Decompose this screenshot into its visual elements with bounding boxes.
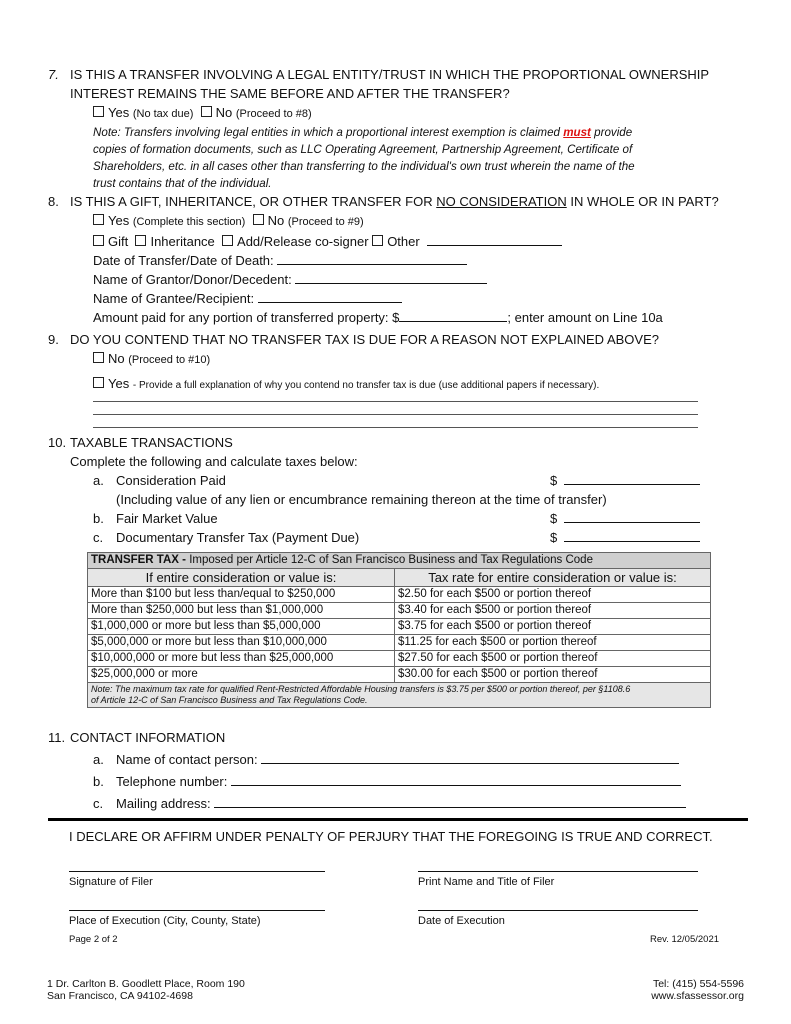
print-name-field[interactable] — [418, 871, 698, 872]
perjury-declaration: I DECLARE OR AFFIRM UNDER PENALTY OF PERJURY THAT THE FOREGOING IS TRUE AND CORRECT. — [69, 829, 713, 844]
tax-rate-cell: $3.40 for each $500 or portion thereof — [395, 603, 711, 619]
tax-range-cell: $1,000,000 or more but less than $5,000,000 — [88, 619, 395, 635]
q8-amount-suffix: ; enter amount on Line 10a — [507, 310, 663, 325]
revision-date: Rev. 12/05/2021 — [650, 934, 720, 945]
question-7-number: 7. — [48, 67, 59, 82]
q10-a-dollar: $ — [550, 473, 558, 488]
mailing-address-field[interactable] — [214, 794, 686, 808]
q10-intro: Complete the following and calculate taxes below: — [70, 454, 358, 469]
q8-grantor-field[interactable] — [295, 270, 487, 284]
q10-b-letter: b. — [93, 511, 104, 526]
tax-range-cell: $5,000,000 or more but less than $10,000,000 — [88, 635, 395, 651]
q9-yes-hint: - Provide a full explanation of why you contend no transfer tax is due (use additional papers if necessary). — [132, 380, 600, 391]
section-divider — [48, 818, 748, 821]
question-10 — [48, 433, 748, 547]
tax-table-col2-header: Tax rate for entire consideration or value is: — [395, 569, 711, 587]
table-row — [88, 667, 711, 683]
tax-table-title: TRANSFER TAX - Imposed per Article 12-C of San Francisco Business and Tax Regulations Code — [88, 553, 711, 569]
footer-address: 1 Dr. Carlton B. Goodlett Place, Room 190 San Francisco, CA 94102-4698 — [47, 978, 245, 1002]
q10-b-field[interactable] — [564, 509, 700, 523]
q7-note-must: must — [563, 126, 591, 139]
q8-other-checkbox[interactable] — [372, 235, 383, 246]
q7-no-label: No — [215, 105, 233, 120]
q11-b-letter: b. — [93, 774, 104, 789]
transfer-tax-table — [87, 552, 711, 708]
q8-amount-label: Amount paid for any portion of transferred property: $ — [93, 310, 400, 325]
q11-c-label: Mailing address: — [116, 796, 211, 811]
question-10-number: 10. — [48, 435, 67, 450]
tax-rate-cell: $11.25 for each $500 or portion thereof — [395, 635, 711, 651]
tax-range-cell: $25,000,000 or more — [88, 667, 395, 683]
q8-grantor-label: Name of Grantor/Donor/Decedent: — [93, 272, 292, 287]
q7-yes-hint: (No tax due) — [132, 108, 194, 120]
q10-c-field[interactable] — [564, 528, 700, 542]
q7-no-hint: (Proceed to #8) — [235, 108, 312, 120]
tax-rate-cell: $2.50 for each $500 or portion thereof — [395, 587, 711, 603]
q7-yes-label: Yes — [108, 105, 130, 120]
q8-no-label: No — [267, 213, 285, 228]
footer-website[interactable]: www.sfassessor.org — [651, 990, 744, 1002]
q9-explanation-line-3[interactable] — [93, 427, 698, 428]
q7-note: Note: Transfers involving legal entities in which a proportional interest exemption is claimed must provide copies of formation documents, such as LLC Operating Agreement, Partnership Agreement, Certificate of Shareholders, etc. in all cases other than transferring to the individual's own trust wherein the name of the trust contains that of the individual. — [93, 126, 635, 190]
q10-b-label: Fair Market Value — [116, 511, 218, 526]
tax-rate-cell: $27.50 for each $500 or portion thereof — [395, 651, 711, 667]
q8-gift-label: Gift — [108, 234, 129, 249]
q8-no-hint: (Proceed to #9) — [287, 216, 364, 228]
q10-b-dollar: $ — [550, 511, 558, 526]
tax-table-col1-header: If entire consideration or value is: — [88, 569, 395, 587]
footer-contact — [640, 978, 744, 1002]
q11-a-label: Name of contact person: — [116, 752, 258, 767]
question-8-title: IS THIS A GIFT, INHERITANCE, OR OTHER TRANSFER FOR NO CONSIDERATION IN WHOLE OR IN PART? — [70, 194, 719, 209]
q9-explanation-line-2[interactable] — [93, 414, 698, 415]
q8-yes-checkbox[interactable] — [93, 214, 104, 225]
q8-cosigner-label: Add/Release co-signer — [237, 234, 369, 249]
question-7 — [48, 65, 748, 192]
q8-gift-checkbox[interactable] — [93, 235, 104, 246]
q10-c-label: Documentary Transfer Tax (Payment Due) — [116, 530, 360, 545]
question-11 — [48, 727, 748, 815]
q9-no-hint: (Proceed to #10) — [128, 354, 211, 366]
q8-inheritance-checkbox[interactable] — [135, 235, 146, 246]
tax-range-cell: More than $100 but less than/equal to $250,000 — [88, 587, 395, 603]
q8-other-field[interactable] — [427, 232, 562, 246]
place-of-execution-label: Place of Execution (City, County, State) — [69, 915, 261, 927]
table-row — [88, 635, 711, 651]
q7-no-checkbox[interactable] — [201, 106, 212, 117]
q10-a-label: Consideration Paid — [116, 473, 226, 488]
footer-telephone: Tel: (415) 554-5596 — [652, 978, 744, 990]
q10-a-sub: (Including value of any lien or encumbrance remaining thereon at the time of transfer) — [116, 492, 607, 507]
q8-yes-hint: (Complete this section) — [132, 216, 246, 228]
q9-explanation-line-1[interactable] — [93, 401, 698, 402]
question-11-number: 11. — [48, 730, 66, 745]
q11-c-letter: c. — [93, 796, 104, 811]
question-10-title: TAXABLE TRANSACTIONS — [70, 435, 233, 450]
table-row — [88, 587, 711, 603]
question-8-number: 8. — [48, 194, 59, 209]
q8-yes-label: Yes — [108, 213, 130, 228]
q8-amount-field[interactable] — [399, 308, 507, 322]
tax-rate-cell: $30.00 for each $500 or portion thereof — [395, 667, 711, 683]
print-name-label: Print Name and Title of Filer — [418, 876, 555, 888]
q8-grantee-label: Name of Grantee/Recipient: — [93, 291, 255, 306]
question-7-title: IS THIS A TRANSFER INVOLVING A LEGAL ENTITY/TRUST IN WHICH THE PROPORTIONAL OWNERSHIP INTEREST REMAINS THE SAME BEFORE AND AFTER THE TRANSFER? — [70, 67, 710, 101]
tax-rate-cell: $3.75 for each $500 or portion thereof — [395, 619, 711, 635]
place-of-execution-field[interactable] — [69, 910, 325, 911]
q9-no-label: No — [108, 351, 125, 366]
date-of-execution-field[interactable] — [418, 910, 698, 911]
q8-other-label: Other — [387, 234, 420, 249]
q8-grantee-field[interactable] — [258, 289, 402, 303]
question-8 — [48, 192, 748, 327]
q10-c-dollar: $ — [550, 530, 558, 545]
q9-no-checkbox[interactable] — [93, 352, 104, 363]
signature-field[interactable] — [69, 871, 325, 872]
q11-a-letter: a. — [93, 752, 104, 767]
question-9 — [48, 330, 748, 395]
q10-a-field[interactable] — [564, 471, 700, 485]
q8-date-label: Date of Transfer/Date of Death: — [93, 253, 274, 268]
page-number: Page 2 of 2 — [69, 934, 118, 945]
q11-b-label: Telephone number: — [116, 774, 228, 789]
signature-label: Signature of Filer — [69, 876, 153, 888]
date-of-execution-label: Date of Execution — [418, 915, 505, 927]
table-row — [88, 619, 711, 635]
q8-inheritance-label: Inheritance — [150, 234, 215, 249]
telephone-field[interactable] — [231, 772, 681, 786]
table-row — [88, 651, 711, 667]
tax-range-cell: $10,000,000 or more but less than $25,000,000 — [88, 651, 395, 667]
q7-yes-checkbox[interactable] — [93, 106, 104, 117]
q8-date-field[interactable] — [277, 251, 467, 265]
question-9-title: DO YOU CONTEND THAT NO TRANSFER TAX IS DUE FOR A REASON NOT EXPLAINED ABOVE? — [70, 332, 659, 347]
question-11-title: CONTACT INFORMATION — [70, 730, 226, 745]
table-row — [88, 603, 711, 619]
contact-name-field[interactable] — [261, 750, 679, 764]
q9-yes-checkbox[interactable] — [93, 377, 104, 388]
question-9-number: 9. — [48, 332, 59, 347]
q8-no-checkbox[interactable] — [253, 214, 264, 225]
tax-table-note: Note: The maximum tax rate for qualified Rent-Restricted Affordable Housing transfers is $3.75 per $500 or portion thereof, per §1108.6 of Article 12-C of San Francisco Business and Tax Regulations Code. — [88, 683, 711, 708]
tax-range-cell: More than $250,000 but less than $1,000,000 — [88, 603, 395, 619]
q10-c-letter: c. — [93, 530, 104, 545]
q8-cosigner-checkbox[interactable] — [222, 235, 233, 246]
q10-a-letter: a. — [93, 473, 104, 488]
q9-yes-label: Yes — [108, 376, 130, 391]
